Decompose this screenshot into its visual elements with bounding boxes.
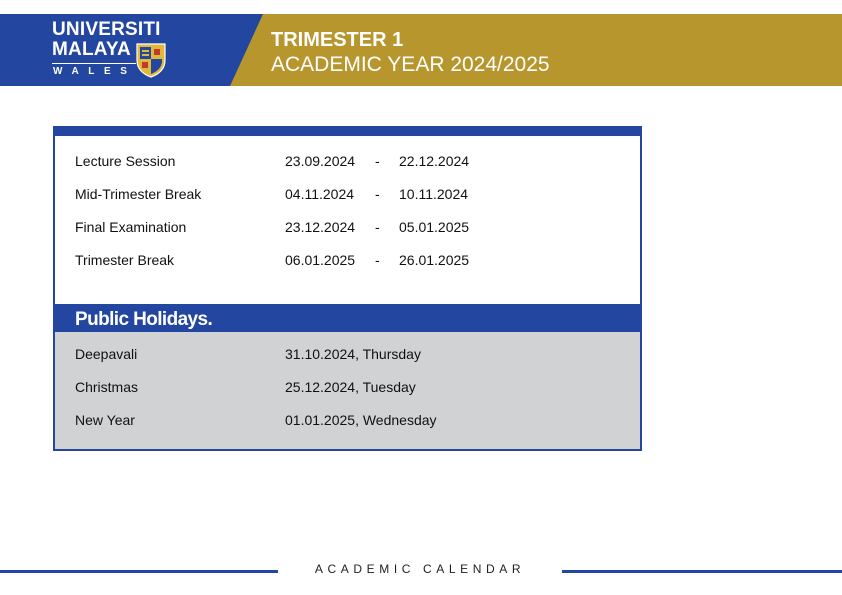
schedule-label: Lecture Session	[75, 153, 176, 169]
academic-year-title: ACADEMIC YEAR 2024/2025	[271, 53, 550, 76]
schedule-row	[55, 217, 640, 237]
schedule-start-date: 06.01.2025	[285, 252, 356, 268]
holiday-date: 31.10.2024, Thursday	[285, 346, 421, 362]
holiday-name: Deepavali	[75, 346, 138, 362]
schedule-start-date: 23.09.2024	[285, 153, 356, 169]
logo-line-2: MALAYA	[52, 39, 131, 60]
schedule-start-date: 23.12.2024	[285, 219, 356, 235]
footer-rule-left	[0, 570, 278, 573]
calendar-top-bar	[55, 128, 640, 136]
crest-icon	[136, 42, 166, 78]
schedule-end-date: 10.11.2024	[399, 186, 469, 202]
holiday-date: 25.12.2024, Tuesday	[285, 379, 416, 395]
holiday-date: 01.01.2025, Wednesday	[285, 412, 437, 428]
logo-line-1: UNIVERSITI	[52, 19, 161, 40]
header-banner	[0, 14, 842, 86]
header-title-block	[271, 28, 550, 78]
schedule-label: Trimester Break	[75, 252, 175, 268]
schedule-start-date: 04.11.2024	[285, 186, 355, 202]
logo-divider	[52, 63, 136, 64]
holiday-row	[55, 377, 640, 397]
schedule-row	[55, 184, 640, 204]
trimester-title: TRIMESTER 1	[271, 29, 404, 51]
holiday-name: New Year	[75, 412, 135, 428]
public-holidays-header	[55, 304, 640, 332]
public-holidays-list	[55, 332, 640, 449]
schedule-row	[55, 151, 640, 171]
schedule-separator: -	[375, 186, 380, 202]
footer-rule-right	[562, 570, 842, 573]
schedule-label: Final Examination	[75, 219, 187, 235]
logo-line-3: WALES	[53, 66, 137, 77]
schedule-end-date: 22.12.2024	[399, 153, 470, 169]
schedule-label: Mid-Trimester Break	[75, 186, 202, 202]
footer-label: ACADEMIC CALENDAR	[314, 562, 526, 576]
schedule-row	[55, 250, 640, 270]
public-holidays-title: Public Holidays.	[75, 309, 213, 330]
calendar-table	[53, 126, 642, 451]
schedule-separator: -	[375, 252, 380, 268]
schedule-end-date: 26.01.2025	[399, 252, 470, 268]
schedule-end-date: 05.01.2025	[399, 219, 470, 235]
schedule-separator: -	[375, 219, 380, 235]
schedule-separator: -	[375, 153, 380, 169]
holiday-row	[55, 344, 640, 364]
holiday-name: Christmas	[75, 379, 139, 395]
holiday-row	[55, 410, 640, 430]
